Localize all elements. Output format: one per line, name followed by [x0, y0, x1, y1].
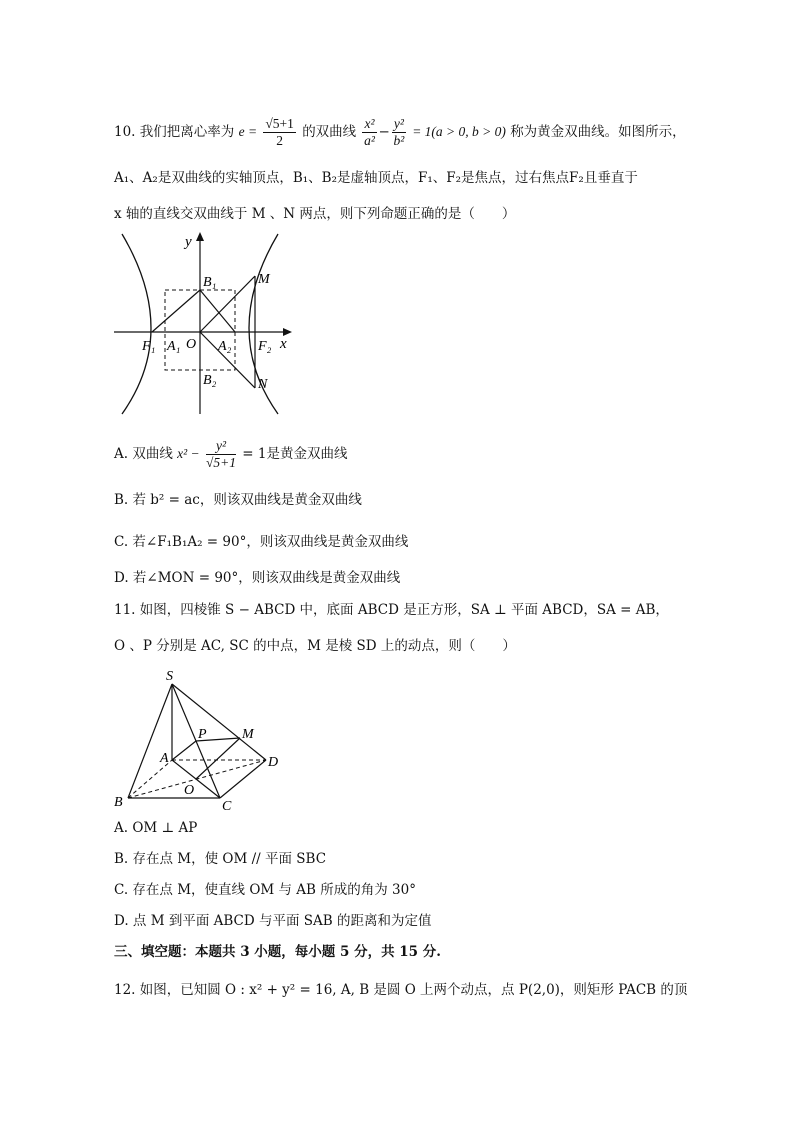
q10-option-a-fraction	[206, 438, 236, 471]
q10-intro-b: 的双曲线	[302, 124, 357, 140]
y-squared: y²	[393, 116, 404, 131]
fig11-label-P: P	[198, 727, 207, 742]
fig10-label-F1: F₁	[142, 339, 156, 354]
fig10-label-O: O	[186, 337, 197, 352]
fig11-label-S: S	[166, 669, 173, 684]
fig11-label-A: A	[160, 751, 169, 766]
fig11-label-M: M	[242, 727, 254, 742]
eccentricity-denominator: 2	[276, 133, 283, 148]
q11-option-a: A. OM ⊥ AP	[114, 820, 198, 836]
hyperbola-y-term	[392, 116, 406, 149]
q10-intro-c: 称为黄金双曲线。如图所示，	[510, 124, 686, 140]
fig10-label-B2: B₂	[203, 373, 217, 388]
q10-statement-line3: x 轴的直线交双曲线于 M 、N 两点，则下列命题正确的是（ ）	[114, 206, 516, 222]
fig10-label-F2: F₂	[258, 339, 272, 354]
q10-option-a-den: √5+1	[205, 455, 236, 470]
q10-intro-a: 我们把离心率为	[139, 124, 235, 140]
fig11-label-B: B	[114, 795, 123, 810]
q10-number: 10.	[114, 124, 136, 140]
q10-statement-line1: 10. 我们把离心率为 e = $\frac{√5+1}{2}$ 的双曲线 $\frac{\text{x²}}{\text{a²}}$ − $\frac{\text{y²}}{\text{b²}}$ = 1(a > 0, b > 0) 称为黄金双曲线。如图所示，	[114, 116, 686, 148]
q10-option-a-post: = 1是黄金双曲线	[242, 446, 348, 462]
q10-option-b: B. 若 b² = ac，则该双曲线是黄金双曲线	[114, 492, 362, 508]
fig10-label-y: y	[185, 234, 192, 250]
eccentricity-fraction	[263, 116, 296, 149]
q11-option-c: C. 存在点 M，使直线 OM 与 AB 所成的角为 30°	[114, 882, 416, 898]
hyperbola-figure	[110, 228, 300, 418]
pyramid-figure	[110, 664, 290, 814]
eccentricity-numerator: √5+1	[265, 116, 294, 131]
hyperbola-x-term	[362, 116, 376, 149]
q10-statement-line2: A₁、A₂是双曲线的实轴顶点，B₁、B₂是虚轴顶点，F₁、F₂是焦点，过右焦点F₂且垂直于	[114, 170, 638, 186]
section-3-heading: 三、填空题：本题共 3 小题，每小题 5 分，共 15 分.	[114, 944, 441, 960]
hyperbola-eq-rest: = 1(a > 0, b > 0)	[412, 124, 506, 139]
fig10-label-A2: A₂	[218, 339, 232, 354]
fig10-label-x: x	[280, 336, 287, 352]
q10-option-c: C. 若∠F₁B₁A₂ = 90°，则该双曲线是黄金双曲线	[114, 534, 409, 550]
q11-statement-line1: 11. 如图，四棱锥 S − ABCD 中，底面 ABCD 是正方形，SA ⊥ 平面 ABCD，SA = AB，	[114, 602, 669, 618]
q10-option-a-prefix: A. 双曲线	[114, 446, 173, 462]
b-squared: b²	[393, 133, 405, 148]
a-squared: a²	[364, 133, 375, 148]
fig10-label-N: N	[258, 377, 268, 392]
q11-statement-line2: O 、P 分别是 AC, SC 的中点，M 是棱 SD 上的动点，则（ ）	[114, 638, 516, 654]
fig10-label-M: M	[258, 272, 270, 287]
fig11-label-C: C	[222, 799, 232, 814]
fig10-label-A1: A₁	[167, 339, 181, 354]
q12-statement-line1: 12. 如图，已知圆 O : x² + y² = 16, A, B 是圆 O 上两个动点，点 P(2,0)，则矩形 PACB 的顶	[114, 982, 688, 998]
q10-option-d: D. 若∠MON = 90°，则该双曲线是黄金双曲线	[114, 570, 401, 586]
q11-option-b: B. 存在点 M，使 OM // 平面 SBC	[114, 851, 327, 867]
q10-option-a-num: y²	[206, 438, 236, 455]
x-squared: x²	[364, 116, 375, 131]
q11-option-d: D. 点 M 到平面 ABCD 与平面 SAB 的距离和为定值	[114, 913, 432, 929]
q10-option-a	[114, 438, 348, 471]
fig11-label-O: O	[184, 783, 195, 798]
eccentricity-label: e =	[238, 124, 258, 139]
q10-option-a-x: x² −	[177, 446, 200, 461]
fig11-label-D: D	[268, 755, 279, 770]
fig10-label-B1: B₁	[203, 275, 217, 290]
